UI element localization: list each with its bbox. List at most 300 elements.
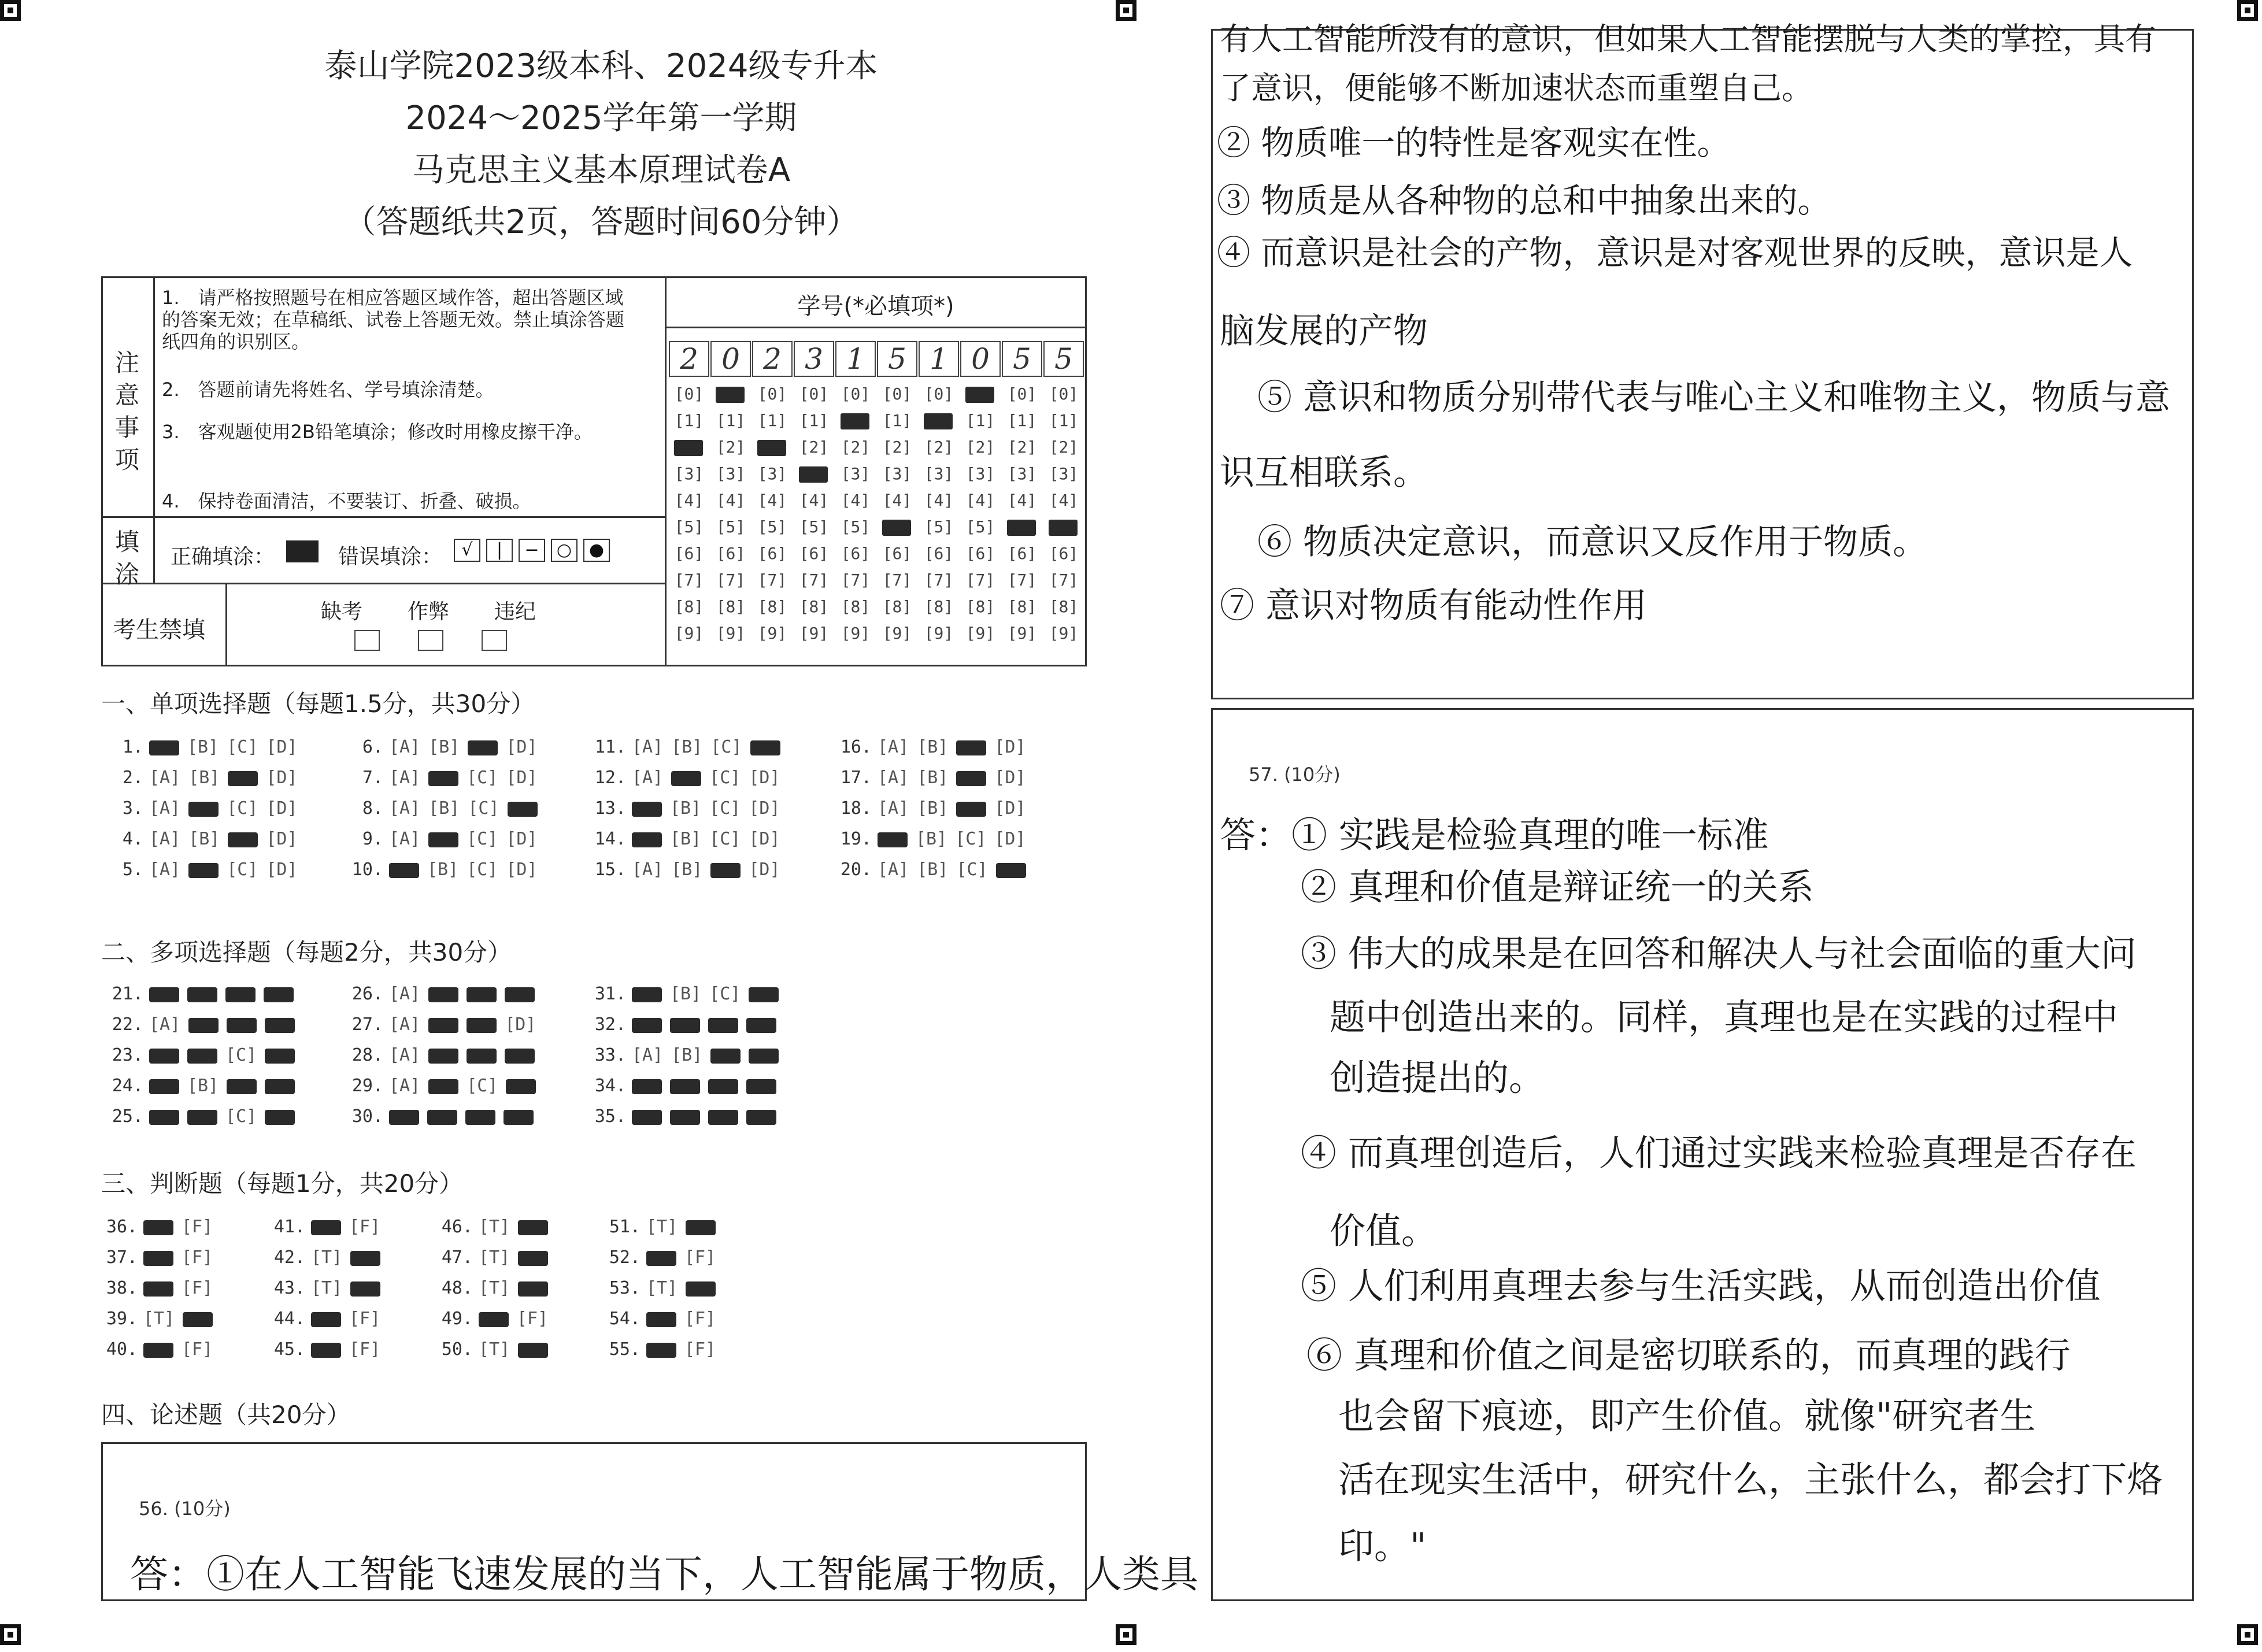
question-row[interactable] bbox=[350, 737, 546, 757]
student-id-bubble[interactable]: [1] bbox=[1007, 411, 1037, 430]
student-id-bubble[interactable]: [9] bbox=[1007, 624, 1037, 643]
student-id-bubble[interactable]: [3] bbox=[716, 464, 746, 483]
option-bubble[interactable]: [D] bbox=[994, 768, 1026, 788]
student-id-bubble[interactable]: [6] bbox=[924, 544, 954, 563]
question-row[interactable] bbox=[607, 1278, 724, 1298]
option-bubble[interactable]: [F] bbox=[349, 1217, 381, 1237]
option-bubble[interactable]: [B] bbox=[187, 737, 219, 757]
option-filled[interactable] bbox=[710, 863, 741, 878]
option-bubble[interactable]: [T] bbox=[646, 1217, 678, 1237]
student-id-bubble[interactable]: [4] bbox=[1007, 491, 1037, 510]
option-bubble[interactable]: [B] bbox=[428, 798, 460, 818]
option-filled[interactable] bbox=[708, 1110, 738, 1125]
question-row[interactable] bbox=[607, 1247, 724, 1268]
option-bubble[interactable]: [A] bbox=[632, 860, 664, 880]
student-id-bubble[interactable]: [1] bbox=[716, 411, 746, 430]
option-bubble[interactable]: [T] bbox=[479, 1247, 510, 1268]
option-bubble[interactable]: [C] bbox=[709, 798, 741, 818]
option-bubble[interactable]: [A] bbox=[389, 768, 421, 788]
option-bubble[interactable]: [F] bbox=[684, 1339, 716, 1360]
option-filled[interactable] bbox=[646, 1312, 676, 1327]
question-row[interactable] bbox=[350, 1076, 544, 1096]
student-id-bubble[interactable]: [7] bbox=[924, 571, 954, 590]
option-filled[interactable] bbox=[518, 1281, 548, 1297]
student-id-bubble[interactable]: [0] bbox=[1007, 384, 1037, 403]
student-id-bubble[interactable]: [0] bbox=[882, 384, 912, 403]
question-row[interactable] bbox=[607, 1339, 724, 1360]
question-row[interactable] bbox=[350, 1014, 544, 1035]
question-row[interactable] bbox=[439, 1339, 556, 1360]
forbid-absent-checkbox[interactable] bbox=[354, 630, 380, 651]
option-bubble[interactable]: [A] bbox=[149, 798, 181, 818]
option-filled[interactable] bbox=[143, 1251, 173, 1266]
option-filled[interactable] bbox=[646, 1251, 676, 1266]
option-filled[interactable] bbox=[389, 863, 419, 878]
option-filled[interactable] bbox=[467, 987, 497, 1002]
question-row[interactable] bbox=[104, 1217, 221, 1237]
option-bubble[interactable]: [D] bbox=[506, 829, 538, 849]
student-id-bubble[interactable]: [4] bbox=[757, 491, 787, 510]
option-filled[interactable] bbox=[264, 987, 294, 1002]
student-id-bubble[interactable]: [1] bbox=[882, 411, 912, 430]
question-row[interactable] bbox=[110, 1014, 303, 1035]
option-bubble[interactable]: [D] bbox=[506, 737, 538, 757]
option-filled[interactable] bbox=[746, 1018, 776, 1033]
question-row[interactable] bbox=[110, 737, 306, 757]
question-row[interactable] bbox=[104, 1278, 221, 1298]
student-id-bubble[interactable]: [8] bbox=[1049, 597, 1079, 616]
option-filled[interactable] bbox=[686, 1281, 716, 1297]
option-filled[interactable] bbox=[187, 1049, 217, 1064]
student-id-bubble[interactable]: [9] bbox=[757, 624, 787, 643]
option-filled[interactable] bbox=[187, 1110, 217, 1125]
question-row[interactable] bbox=[110, 1076, 303, 1096]
student-id-bubble-filled[interactable] bbox=[716, 387, 745, 403]
option-filled[interactable] bbox=[632, 1110, 662, 1125]
option-filled[interactable] bbox=[956, 771, 986, 786]
question-row[interactable] bbox=[838, 860, 1034, 880]
question-row[interactable] bbox=[439, 1217, 556, 1237]
student-id-bubble[interactable]: [5] bbox=[716, 517, 746, 536]
student-id-bubble[interactable]: [7] bbox=[1049, 571, 1079, 590]
option-filled[interactable] bbox=[686, 1220, 716, 1235]
option-bubble[interactable]: [C] bbox=[227, 860, 258, 880]
question-row[interactable] bbox=[350, 1106, 542, 1127]
option-filled[interactable] bbox=[518, 1220, 548, 1235]
question-row[interactable] bbox=[104, 1339, 221, 1360]
student-id-bubble[interactable]: [0] bbox=[757, 384, 787, 403]
option-filled[interactable] bbox=[143, 1281, 173, 1297]
question-row[interactable] bbox=[593, 860, 788, 880]
option-filled[interactable] bbox=[350, 1251, 380, 1266]
option-bubble[interactable]: [B] bbox=[917, 768, 949, 788]
option-bubble[interactable]: [C] bbox=[709, 829, 741, 849]
student-id-bubble[interactable]: [9] bbox=[965, 624, 995, 643]
student-id-digit-cell[interactable]: 5 bbox=[1043, 341, 1084, 377]
student-id-bubble[interactable]: [8] bbox=[841, 597, 871, 616]
student-id-bubble[interactable]: [4] bbox=[965, 491, 995, 510]
question-row[interactable] bbox=[838, 768, 1034, 788]
option-bubble[interactable]: [A] bbox=[389, 737, 421, 757]
option-bubble[interactable]: [C] bbox=[227, 798, 258, 818]
student-id-bubble[interactable]: [8] bbox=[1007, 597, 1037, 616]
student-id-bubble[interactable]: [3] bbox=[924, 464, 954, 483]
option-bubble[interactable]: [B] bbox=[917, 798, 949, 818]
student-id-bubble-filled[interactable] bbox=[757, 440, 786, 456]
option-bubble[interactable]: [D] bbox=[994, 737, 1026, 757]
option-bubble[interactable]: [B] bbox=[670, 984, 702, 1004]
option-bubble[interactable]: [B] bbox=[671, 737, 703, 757]
student-id-bubble[interactable]: [6] bbox=[1049, 544, 1079, 563]
option-filled[interactable] bbox=[227, 1079, 257, 1094]
student-id-bubble[interactable]: [4] bbox=[674, 491, 704, 510]
student-id-bubble[interactable]: [0] bbox=[674, 384, 704, 403]
option-bubble[interactable]: [A] bbox=[389, 1076, 421, 1096]
question-row[interactable] bbox=[593, 1045, 787, 1065]
question-row[interactable] bbox=[110, 984, 302, 1004]
option-bubble[interactable]: [A] bbox=[632, 1045, 664, 1065]
option-filled[interactable] bbox=[187, 987, 217, 1002]
student-id-bubble[interactable]: [8] bbox=[716, 597, 746, 616]
question-row[interactable] bbox=[350, 829, 546, 849]
student-id-bubble[interactable]: [3] bbox=[882, 464, 912, 483]
option-bubble[interactable]: [D] bbox=[266, 798, 298, 818]
option-bubble[interactable]: [F] bbox=[349, 1339, 381, 1360]
student-id-bubble[interactable]: [1] bbox=[799, 411, 829, 430]
option-bubble[interactable]: [D] bbox=[749, 829, 780, 849]
student-id-bubble[interactable]: [7] bbox=[799, 571, 829, 590]
option-filled[interactable] bbox=[956, 802, 986, 817]
option-bubble[interactable]: [A] bbox=[149, 768, 181, 788]
student-id-digit-cell[interactable]: 2 bbox=[752, 341, 793, 377]
option-bubble[interactable]: [T] bbox=[143, 1309, 175, 1329]
option-bubble[interactable]: [F] bbox=[349, 1309, 381, 1329]
student-id-bubble[interactable]: [4] bbox=[716, 491, 746, 510]
option-bubble[interactable]: [A] bbox=[149, 1014, 181, 1035]
student-id-bubble-filled[interactable] bbox=[1049, 520, 1078, 536]
option-bubble[interactable]: [B] bbox=[917, 860, 949, 880]
option-filled[interactable] bbox=[143, 1343, 173, 1358]
student-id-bubble[interactable]: [9] bbox=[716, 624, 746, 643]
option-filled[interactable] bbox=[505, 987, 535, 1002]
option-filled[interactable] bbox=[188, 802, 219, 817]
student-id-bubble[interactable]: [2] bbox=[965, 438, 995, 457]
question-row[interactable] bbox=[350, 860, 546, 880]
option-bubble[interactable]: [D] bbox=[266, 737, 298, 757]
question-row[interactable] bbox=[593, 737, 788, 757]
option-bubble[interactable]: [B] bbox=[188, 829, 220, 849]
option-bubble[interactable]: [C] bbox=[956, 860, 988, 880]
student-id-bubble[interactable]: [6] bbox=[882, 544, 912, 563]
option-filled[interactable] bbox=[428, 832, 458, 847]
option-bubble[interactable]: [A] bbox=[389, 1014, 421, 1035]
option-filled[interactable] bbox=[518, 1251, 548, 1266]
option-bubble[interactable]: [D] bbox=[749, 768, 780, 788]
option-bubble[interactable]: [D] bbox=[266, 768, 298, 788]
question-row[interactable] bbox=[272, 1339, 388, 1360]
student-id-bubble[interactable]: [3] bbox=[965, 464, 995, 483]
option-filled[interactable] bbox=[750, 740, 780, 755]
student-id-bubble-filled[interactable] bbox=[965, 387, 994, 403]
option-filled[interactable] bbox=[632, 1079, 662, 1094]
option-bubble[interactable]: [B] bbox=[917, 737, 949, 757]
option-filled[interactable] bbox=[632, 802, 662, 817]
student-id-bubble[interactable]: [5] bbox=[924, 517, 954, 536]
option-bubble[interactable]: [F] bbox=[517, 1309, 549, 1329]
student-id-digit-cell[interactable]: 1 bbox=[835, 341, 876, 377]
question-row[interactable] bbox=[439, 1309, 556, 1329]
question-row[interactable] bbox=[439, 1247, 556, 1268]
question-row[interactable] bbox=[838, 798, 1034, 818]
student-id-digit-cell[interactable]: 5 bbox=[1002, 341, 1042, 377]
question-row[interactable] bbox=[350, 798, 546, 818]
student-id-bubble[interactable]: [4] bbox=[924, 491, 954, 510]
option-bubble[interactable]: [D] bbox=[266, 860, 298, 880]
student-id-digit-cell[interactable]: 0 bbox=[960, 341, 1001, 377]
forbid-cheat-checkbox[interactable] bbox=[418, 630, 443, 651]
option-bubble[interactable]: [B] bbox=[671, 1045, 703, 1065]
option-bubble[interactable]: [F] bbox=[684, 1309, 716, 1329]
student-id-bubble[interactable]: [6] bbox=[757, 544, 787, 563]
question-row[interactable] bbox=[838, 829, 1034, 849]
option-bubble[interactable]: [A] bbox=[878, 860, 909, 880]
student-id-bubble[interactable]: [5] bbox=[841, 517, 871, 536]
option-filled[interactable] bbox=[149, 1049, 179, 1064]
option-filled[interactable] bbox=[149, 1079, 179, 1094]
option-filled[interactable] bbox=[708, 1079, 738, 1094]
student-id-bubble[interactable]: [0] bbox=[924, 384, 954, 403]
option-filled[interactable] bbox=[632, 1018, 662, 1033]
option-bubble[interactable]: [A] bbox=[878, 798, 909, 818]
student-id-bubble[interactable]: [6] bbox=[965, 544, 995, 563]
student-id-digit-cell[interactable]: 1 bbox=[919, 341, 959, 377]
option-bubble[interactable]: [D] bbox=[506, 768, 538, 788]
option-filled[interactable] bbox=[265, 1110, 295, 1125]
student-id-bubble-filled[interactable] bbox=[799, 466, 828, 483]
option-filled[interactable] bbox=[428, 1079, 458, 1094]
option-bubble[interactable]: [T] bbox=[646, 1278, 678, 1298]
option-bubble[interactable]: [D] bbox=[266, 829, 298, 849]
student-id-bubble[interactable]: [3] bbox=[1049, 464, 1079, 483]
student-id-bubble[interactable]: [9] bbox=[799, 624, 829, 643]
option-filled[interactable] bbox=[746, 1110, 776, 1125]
option-bubble[interactable]: [T] bbox=[479, 1339, 510, 1360]
student-id-bubble[interactable]: [8] bbox=[674, 597, 704, 616]
option-bubble[interactable]: [A] bbox=[389, 984, 421, 1004]
option-bubble[interactable]: [B] bbox=[428, 737, 460, 757]
option-bubble[interactable]: [C] bbox=[227, 737, 258, 757]
option-filled[interactable] bbox=[505, 1049, 535, 1064]
student-id-bubble[interactable]: [6] bbox=[716, 544, 746, 563]
student-id-bubble[interactable]: [3] bbox=[674, 464, 704, 483]
option-bubble[interactable]: [T] bbox=[311, 1247, 343, 1268]
option-filled[interactable] bbox=[149, 740, 179, 755]
option-filled[interactable] bbox=[749, 1049, 779, 1064]
option-bubble[interactable]: [C] bbox=[225, 1045, 257, 1065]
option-bubble[interactable]: [F] bbox=[182, 1339, 213, 1360]
option-bubble[interactable]: [B] bbox=[670, 829, 702, 849]
student-id-bubble[interactable]: [3] bbox=[841, 464, 871, 483]
question-row[interactable] bbox=[607, 1309, 724, 1329]
option-bubble[interactable]: [C] bbox=[709, 984, 741, 1004]
student-id-bubble[interactable]: [7] bbox=[716, 571, 746, 590]
student-id-bubble[interactable]: [8] bbox=[965, 597, 995, 616]
student-id-bubble[interactable]: [2] bbox=[1049, 438, 1079, 457]
option-filled[interactable] bbox=[670, 1018, 700, 1033]
student-id-bubble[interactable]: [7] bbox=[674, 571, 704, 590]
option-filled[interactable] bbox=[265, 1079, 295, 1094]
option-filled[interactable] bbox=[671, 771, 701, 786]
option-bubble[interactable]: [A] bbox=[389, 798, 421, 818]
option-filled[interactable] bbox=[465, 1110, 495, 1125]
option-filled[interactable] bbox=[311, 1343, 341, 1358]
question-row[interactable] bbox=[838, 737, 1034, 757]
question-row[interactable] bbox=[593, 1106, 784, 1127]
option-filled[interactable] bbox=[265, 1049, 295, 1064]
student-id-bubble[interactable]: [9] bbox=[674, 624, 704, 643]
option-filled[interactable] bbox=[468, 740, 498, 755]
option-filled[interactable] bbox=[311, 1220, 341, 1235]
student-id-bubble[interactable]: [6] bbox=[799, 544, 829, 563]
question-row[interactable] bbox=[272, 1217, 388, 1237]
option-bubble[interactable]: [A] bbox=[149, 860, 181, 880]
option-filled[interactable] bbox=[228, 771, 258, 786]
option-filled[interactable] bbox=[265, 1018, 295, 1033]
option-bubble[interactable]: [D] bbox=[506, 860, 538, 880]
option-filled[interactable] bbox=[227, 1018, 257, 1033]
option-filled[interactable] bbox=[350, 1281, 380, 1297]
option-filled[interactable] bbox=[508, 802, 538, 817]
question-row[interactable] bbox=[110, 798, 306, 818]
option-filled[interactable] bbox=[504, 1110, 534, 1125]
option-bubble[interactable]: [D] bbox=[749, 798, 780, 818]
option-filled[interactable] bbox=[746, 1079, 776, 1094]
question-row[interactable] bbox=[272, 1247, 388, 1268]
option-bubble[interactable]: [B] bbox=[187, 1076, 219, 1096]
option-filled[interactable] bbox=[428, 987, 458, 1002]
student-id-bubble[interactable]: [4] bbox=[799, 491, 829, 510]
student-id-bubble[interactable]: [2] bbox=[1007, 438, 1037, 457]
question-row[interactable] bbox=[350, 1045, 543, 1065]
option-filled[interactable] bbox=[467, 1018, 497, 1033]
question-row[interactable] bbox=[350, 768, 546, 788]
option-bubble[interactable]: [C] bbox=[468, 798, 499, 818]
student-id-bubble-filled[interactable] bbox=[841, 413, 869, 429]
question-row[interactable] bbox=[439, 1278, 556, 1298]
option-filled[interactable] bbox=[708, 1018, 738, 1033]
option-bubble[interactable]: [F] bbox=[182, 1217, 213, 1237]
student-id-bubble[interactable]: [5] bbox=[965, 517, 995, 536]
student-id-bubble[interactable]: [9] bbox=[924, 624, 954, 643]
option-bubble[interactable]: [B] bbox=[188, 768, 220, 788]
option-bubble[interactable]: [C] bbox=[467, 768, 498, 788]
option-bubble[interactable]: [A] bbox=[878, 737, 909, 757]
option-filled[interactable] bbox=[389, 1110, 419, 1125]
option-filled[interactable] bbox=[428, 771, 458, 786]
student-id-bubble[interactable]: [6] bbox=[1007, 544, 1037, 563]
student-id-bubble[interactable]: [8] bbox=[924, 597, 954, 616]
question-row[interactable] bbox=[104, 1247, 221, 1268]
option-filled[interactable] bbox=[996, 863, 1026, 878]
student-id-bubble[interactable]: [1] bbox=[1049, 411, 1079, 430]
option-bubble[interactable]: [B] bbox=[671, 860, 703, 880]
student-id-bubble[interactable]: [8] bbox=[757, 597, 787, 616]
student-id-bubble[interactable]: [5] bbox=[757, 517, 787, 536]
forbid-violation-checkbox[interactable] bbox=[482, 630, 507, 651]
student-id-bubble[interactable]: [4] bbox=[1049, 491, 1079, 510]
student-id-bubble[interactable]: [9] bbox=[1049, 624, 1079, 643]
student-id-bubble[interactable]: [2] bbox=[799, 438, 829, 457]
option-filled[interactable] bbox=[428, 1018, 458, 1033]
option-bubble[interactable]: [A] bbox=[632, 768, 664, 788]
option-bubble[interactable]: [F] bbox=[684, 1247, 716, 1268]
option-filled[interactable] bbox=[149, 987, 179, 1002]
student-id-bubble[interactable]: [7] bbox=[1007, 571, 1037, 590]
question-row[interactable] bbox=[272, 1278, 388, 1298]
option-filled[interactable] bbox=[670, 1079, 700, 1094]
option-filled[interactable] bbox=[149, 1110, 179, 1125]
student-id-digit-cell[interactable]: 2 bbox=[669, 341, 709, 377]
student-id-bubble[interactable]: [3] bbox=[1007, 464, 1037, 483]
student-id-bubble[interactable]: [0] bbox=[841, 384, 871, 403]
option-bubble[interactable]: [A] bbox=[389, 1045, 421, 1065]
question-row[interactable] bbox=[593, 768, 788, 788]
option-filled[interactable] bbox=[427, 1110, 457, 1125]
option-bubble[interactable]: [B] bbox=[916, 829, 947, 849]
option-bubble[interactable]: [B] bbox=[670, 798, 702, 818]
option-filled[interactable] bbox=[878, 832, 908, 847]
student-id-bubble[interactable]: [6] bbox=[841, 544, 871, 563]
student-id-bubble[interactable]: [1] bbox=[965, 411, 995, 430]
option-filled[interactable] bbox=[188, 1018, 219, 1033]
option-bubble[interactable]: [A] bbox=[878, 768, 909, 788]
question-row[interactable] bbox=[272, 1309, 388, 1329]
student-id-bubble[interactable]: [7] bbox=[965, 571, 995, 590]
option-filled[interactable] bbox=[428, 1049, 458, 1064]
student-id-bubble[interactable]: [1] bbox=[674, 411, 704, 430]
question-row[interactable] bbox=[110, 829, 306, 849]
option-bubble[interactable]: [B] bbox=[427, 860, 459, 880]
option-bubble[interactable]: [T] bbox=[479, 1217, 510, 1237]
option-bubble[interactable]: [A] bbox=[632, 737, 664, 757]
option-bubble[interactable]: [T] bbox=[311, 1278, 343, 1298]
question-row[interactable] bbox=[593, 984, 787, 1004]
student-id-bubble[interactable]: [2] bbox=[924, 438, 954, 457]
student-id-bubble-filled[interactable] bbox=[882, 520, 911, 536]
option-bubble[interactable]: [D] bbox=[505, 1014, 536, 1035]
option-filled[interactable] bbox=[670, 1110, 700, 1125]
question-row[interactable] bbox=[110, 1106, 303, 1127]
option-bubble[interactable]: [D] bbox=[749, 860, 780, 880]
option-bubble[interactable]: [T] bbox=[479, 1278, 510, 1298]
student-id-bubble[interactable]: [7] bbox=[841, 571, 871, 590]
student-id-digit-cell[interactable]: 3 bbox=[794, 341, 834, 377]
option-filled[interactable] bbox=[518, 1343, 548, 1358]
question-row[interactable] bbox=[110, 768, 306, 788]
option-bubble[interactable]: [C] bbox=[467, 829, 498, 849]
question-row[interactable] bbox=[593, 1014, 784, 1035]
student-id-bubble-filled[interactable] bbox=[674, 440, 703, 456]
student-id-bubble[interactable]: [2] bbox=[882, 438, 912, 457]
option-filled[interactable] bbox=[479, 1312, 509, 1327]
student-id-bubble-filled[interactable] bbox=[924, 413, 953, 429]
option-bubble[interactable]: [C] bbox=[467, 860, 498, 880]
option-bubble[interactable]: [C] bbox=[709, 768, 741, 788]
student-id-bubble[interactable]: [2] bbox=[716, 438, 746, 457]
student-id-bubble[interactable]: [4] bbox=[882, 491, 912, 510]
option-filled[interactable] bbox=[188, 863, 219, 878]
student-id-bubble[interactable]: [5] bbox=[799, 517, 829, 536]
